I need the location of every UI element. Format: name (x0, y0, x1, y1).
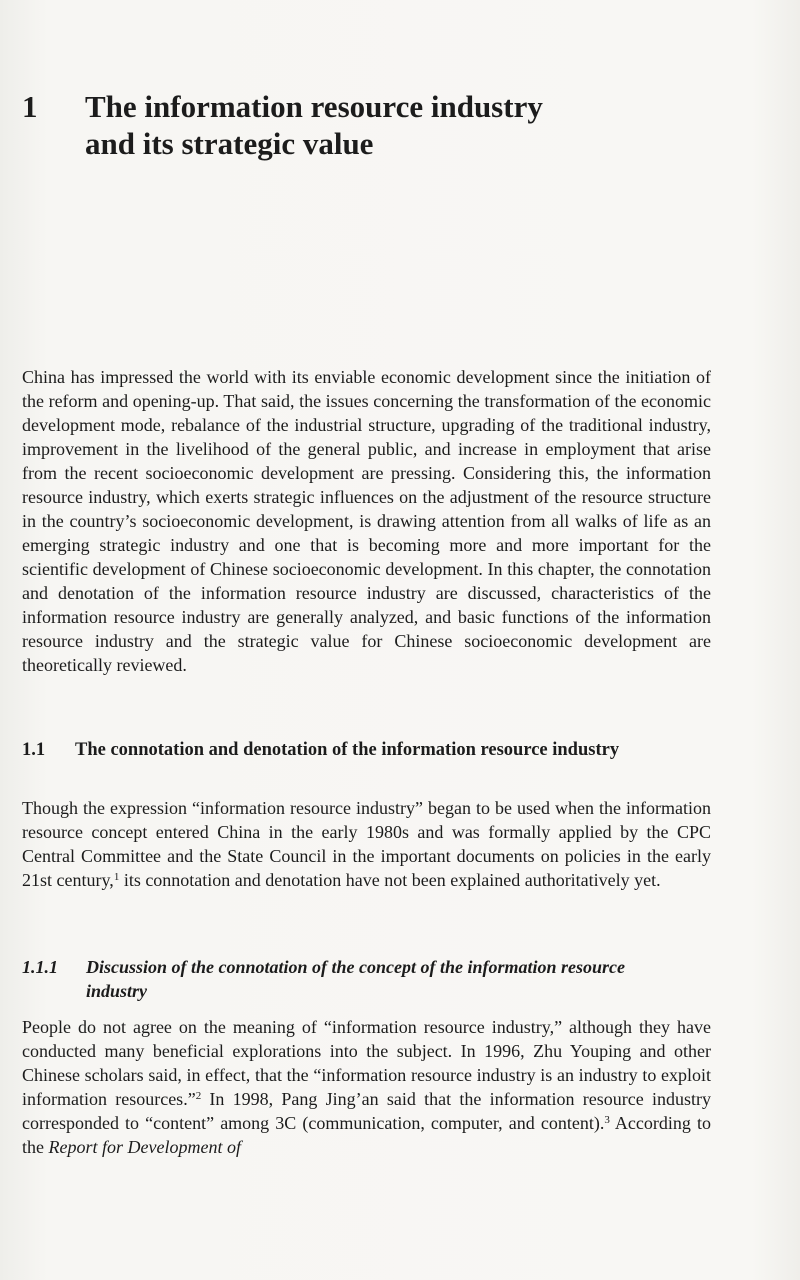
chapter-title (22, 88, 582, 162)
subsection-number: 1.1.1 (22, 957, 58, 977)
paragraph-text: People do not agree on the meaning of “information resource industry,” although they have conducted many beneficial explorations into the subject. In 1996, Zhu Youping and other Chinese scholars said, in effect, that the “information resource industry is an industry to exploit information resources.” (22, 1017, 711, 1109)
section-paragraph (22, 796, 711, 892)
intro-paragraph: China has impressed the world with its enviable economic development since the initiation of the reform and opening-up. That said, the issues concerning the transformation of the economic development mode, rebalance of the industrial structure, upgrading of the traditional industry, improvement in the livelihood of the general public, and increase in employment that arise from the recent socioeconomic development are pressing. Considering this, the information resource industry, which exerts strategic influences on the adjustment of the resource structure in the country’s socioeconomic development, is drawing attention from all walks of life as an emerging strategic industry and one that is becoming more and more important for the scientific development of Chinese socioeconomic development. In this chapter, the connotation and denotation of the information resource industry are discussed, characteristics of the information resource industry are generally analyzed, and basic functions of the information resource industry and the strategic value for Chinese socioeconomic development are theoretically reviewed. (22, 367, 711, 675)
subsection-title: Discussion of the connotation of the concept of the information resource industry (86, 957, 626, 1001)
section-title: The connotation and denotation of the information resource industry (75, 740, 620, 760)
paragraph-text: According to the (22, 1113, 711, 1157)
chapter-number: 1 (22, 89, 38, 124)
report-title: Report for Development of (48, 1137, 241, 1157)
section-heading (22, 738, 622, 762)
paragraph-text: its connotation and denotation have not been explained authoritatively yet. (119, 870, 661, 890)
section-number: 1.1 (22, 740, 46, 760)
footnote-ref-2: 2 (195, 1090, 202, 1102)
subsection-heading (22, 955, 642, 1003)
footnote-ref-1: 1 (113, 871, 120, 883)
chapter-title-text: The information resource industry and its strategic value (85, 89, 543, 161)
paragraph-text: Though the expression “information resource industry” began to be used when the information resource concept entered China in the early 1980s and was formally applied by the CPC Central Committee and the State Council in the important documents on policies in the early 21st century, (22, 798, 711, 890)
subsection-paragraph (22, 1015, 711, 1159)
footnote-ref-3: 3 (604, 1114, 610, 1126)
paragraph-text: In 1998, Pang Jing’an said that the information resource industry corresponded to “content” among 3C (communication, computer, and content). (22, 1089, 712, 1133)
